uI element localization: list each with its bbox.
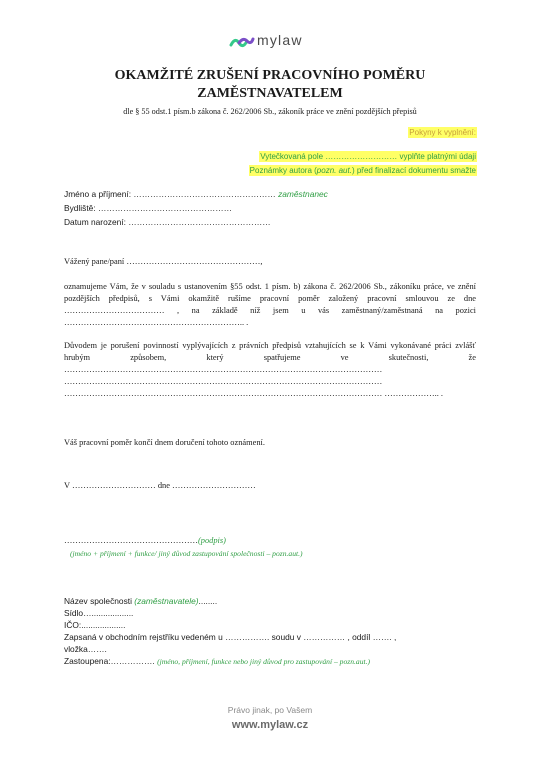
author-note-part1: Poznámky autora ( <box>249 166 317 175</box>
footer-url[interactable]: www.mylaw.cz <box>231 719 309 731</box>
employee-name-line <box>64 189 328 200</box>
signature-role-hint <box>70 548 303 559</box>
employee-birth-line: Datum narození: …………………………………………… <box>64 217 271 227</box>
company-seat-line: Sídlo….................. <box>64 608 134 618</box>
dotted-field-note: Vytečkovaná pole ……………………… vyplňte platnými údaji <box>260 152 476 161</box>
author-note-part2: ) před finalizací dokumentu smažte <box>351 166 476 175</box>
company-name-hint: (zaměstnavatele) <box>134 596 199 606</box>
mylaw-logo-icon <box>229 35 255 49</box>
instructions-note <box>408 127 477 138</box>
company-name-label: Název společnosti <box>64 596 135 606</box>
represented-label: Zastoupena:……………. <box>64 656 158 666</box>
employee-address-line: Bydliště: ………………………………………… <box>64 203 232 213</box>
signature-line <box>64 535 226 546</box>
company-name-dots: ........ <box>198 596 218 606</box>
salutation: Vážený pane/paní …………………………………………, <box>64 257 263 266</box>
author-note <box>249 165 477 176</box>
document-title-line1: OKAMŽITÉ ZRUŠENÍ PRACOVNÍHO POMĚRU <box>114 68 426 83</box>
author-note-abbr: pozn. aut. <box>316 166 352 175</box>
place-date-line: V ………………………… dne ………………………… <box>64 481 256 490</box>
company-name-line <box>64 596 217 607</box>
signature-role-text: (jméno + příjmení + funkce/ jiný důvod zastupování společnosti – pozn.aut.) <box>70 549 303 558</box>
company-represented-line <box>64 656 370 667</box>
document-title-line2: ZAMĚSTNAVATELEM <box>197 86 343 101</box>
signature-dots: ………………………………………… <box>64 536 198 545</box>
instructions-label: Pokyny k vyplnění: <box>409 128 476 137</box>
termination-sentence: Váš pracovní poměr končí dnem doručení tohoto oznámení. <box>64 438 265 447</box>
represented-hint: (jméno, příjmení, funkce nebo jiný důvod pro zastupování – pozn.aut.) <box>157 657 371 666</box>
document-subtitle: dle § 55 odst.1 písm.b zákona č. 262/2006 Sb., zákoník práce ve znění pozdějších přepisů <box>123 107 417 116</box>
logo-text: mylaw <box>257 32 303 48</box>
footer-tagline: Právo jinak, po Vašem <box>227 705 313 715</box>
paragraph-notice: oznamujeme Vám, že v souladu s ustanovením §55 odst. 1 písm. b) zákona č. 262/2006 Sb., zákoníku práce, ve znění pozdějších předpisů, s Vámi okamžitě rušíme pracovní poměr založený pracovní smlouvou ze dne ……………………………… , na základě níž jsem u vás zaměstnaný/zaměstnaná na pozici ……………………………………………………….. . <box>64 282 476 327</box>
paragraph-reason: Důvodem je porušení povinností vyplývajících z právních předpisů vztahujících se k Vámi vykonávané práci zvlášť hrubým způsobem, který spatřujeme ve skutečnosti, že …………………………………………………………………………………………………… …………………………………………………………………………………………………… …………………………………………………………………………………………………… ……………….. . <box>64 341 476 398</box>
mylaw-logo <box>229 31 314 51</box>
employee-name-label: Jméno a příjmení: …………………………………………… <box>64 189 276 199</box>
company-ico-line: IČO:................... <box>64 620 126 630</box>
company-insert-line: vložka……. <box>64 644 107 654</box>
employee-name-hint: zaměstnanec <box>278 189 328 199</box>
company-register-line: Zapsaná v obchodním rejstříku vedeném u ……………. soudu v …………… , oddíl ……. , <box>64 632 397 642</box>
signature-hint: (podpis) <box>198 536 226 545</box>
